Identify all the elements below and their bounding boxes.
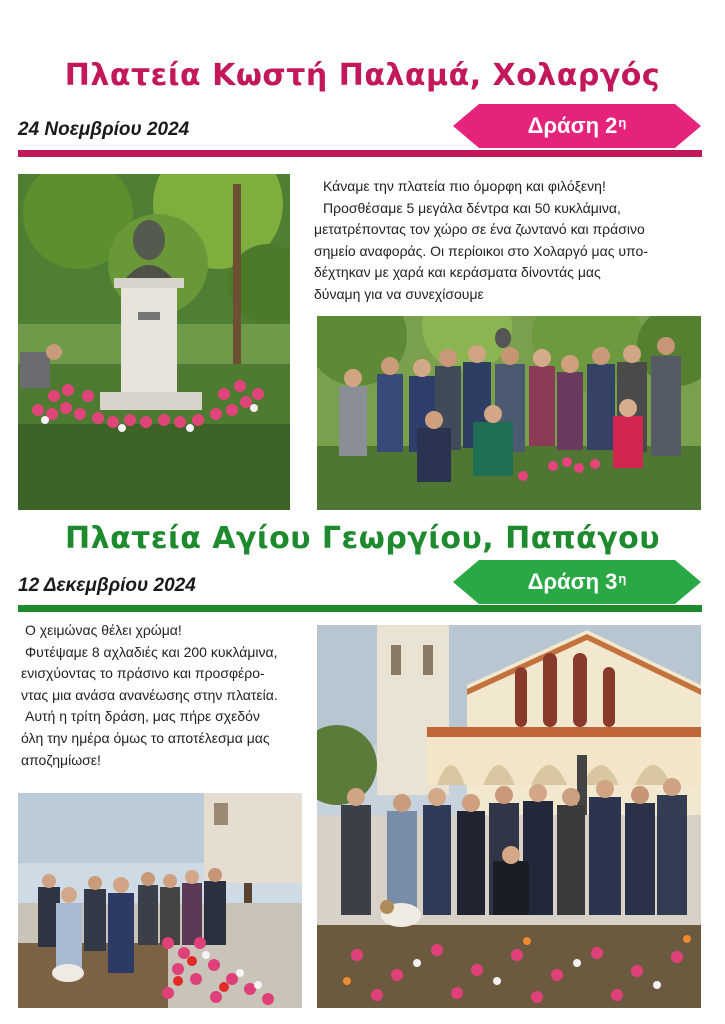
section1-line: σημείο αναφοράς. Οι περίοικοι στο Χολαργό μας υπο- [314,242,648,259]
section1-title: Πλατεία Κωστή Παλαμά, Χολαργός [64,58,661,93]
section2-badge-label: Δράση 3 [527,569,618,594]
section1-divider [18,150,702,157]
section2-title: Πλατεία Αγίου Γεωργίου, Παπάγου [64,521,660,556]
section2-line: Ο χειμώνας θέλει χρώμα! [25,622,182,638]
section2-line: όλη την ημέρα όμως το αποτέλεσμα μας [21,729,270,746]
section2-divider [18,605,702,612]
section1-line: δέχτηκαν με χαρά και κεράσματα δίνοντάς μας [314,264,601,281]
section1-date: 24 Νοεμβρίου 2024 [18,119,190,140]
section2-line: Αυτή η τρίτη δράση, μας πήρε σχεδόν [25,708,260,725]
section1-line: Κάναμε την πλατεία πιο όμορφη και φιλόξενη! [323,178,606,194]
photo-palamas-bust [18,174,290,510]
section1-badge-label: Δράση 2 [527,113,618,138]
photo-agios-georgios-church [317,625,701,1008]
section1-line: μετατρέποντας τον χώρο σε ένα ζωντανό και πράσινο [314,221,645,238]
section1-line: Προσθέσαμε 5 μεγάλα δέντρα και 50 κυκλάμινα, [323,199,621,216]
section2-line: ντας μια ανάσα ανανέωσης στην πλατεία. [21,686,278,703]
section1-badge [453,104,701,148]
section1-badge-sup: η [618,114,627,130]
section2-paragraph [21,620,311,771]
section2-badge-sup: η [618,570,627,586]
section2-date: 12 Δεκεμβρίου 2024 [18,575,196,596]
section2-line: Φυτέψαμε 8 αχλαδιές και 200 κυκλάμινα, [25,643,278,660]
section2-line: αποζημίωσε! [21,751,101,768]
section2-badge [453,560,701,604]
photo-palamas-group [317,316,701,510]
section2-line: ενισχύοντας το πράσινο και προσφέρο- [21,665,265,682]
section1-line: δύναμη για να συνεχίσουμε [314,285,484,302]
photo-agios-georgios-group [18,793,302,1008]
section1-paragraph [314,176,704,306]
